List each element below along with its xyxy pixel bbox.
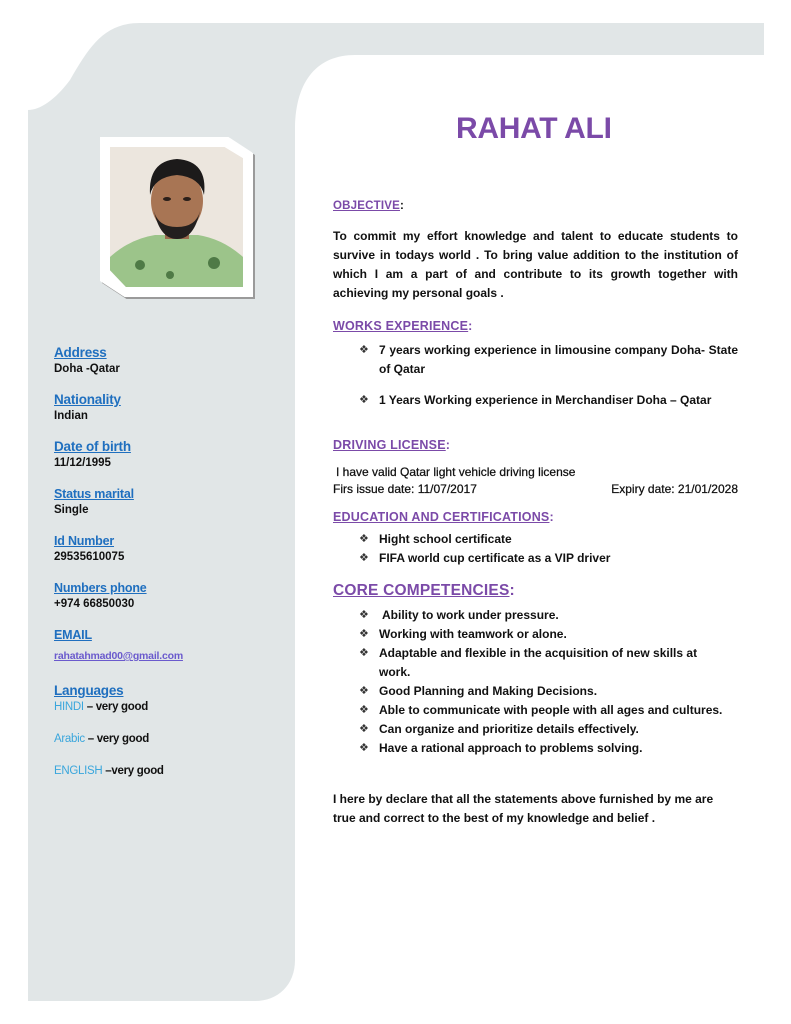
experience-list [333, 341, 738, 410]
heading-text: WORKS EXPERIENCE [333, 319, 469, 333]
diamond-bullet-icon: ❖ [359, 723, 369, 735]
address-label: Address [54, 345, 107, 360]
heading-text: OBJECTIVE [333, 200, 400, 212]
id-number-value: 29535610075 [54, 551, 125, 563]
nationality-label: Nationality [54, 392, 121, 407]
item-text: Ability to work under pressure. [382, 608, 559, 622]
expiry-date: Expiry date: 21/01/2028 [611, 482, 738, 496]
language-hindi [54, 700, 284, 715]
phone-block [54, 579, 284, 612]
declaration-text: I here by declare that all the statements above furnished by me are true and correct to the best of my knowledge and belief . [333, 792, 714, 825]
diamond-bullet-icon: ❖ [359, 628, 369, 640]
language-name: HINDI [54, 701, 84, 713]
heading-colon: : [509, 582, 515, 599]
diamond-bullet-icon: ❖ [359, 533, 369, 545]
list-item [359, 341, 738, 379]
diamond-bullet-icon: ❖ [359, 552, 369, 564]
experience-heading [333, 319, 738, 333]
dob-block [54, 438, 284, 471]
language-arabic [54, 732, 284, 747]
language-level: very good [111, 765, 164, 777]
diamond-bullet-icon: ❖ [359, 742, 369, 754]
email-block [54, 626, 284, 664]
heading-text: EDUCATION AND CERTIFICATIONS [333, 510, 550, 524]
language-name: Arabic [54, 733, 85, 745]
language-english [54, 764, 284, 779]
item-text: FIFA world cup certificate as a VIP driver [379, 551, 611, 565]
heading-colon: : [468, 319, 473, 333]
language-name: ENGLISH [54, 765, 103, 777]
dob-value: 11/12/1995 [54, 457, 111, 469]
language-sep: – [83, 701, 96, 713]
diamond-bullet-icon: ❖ [359, 647, 369, 659]
competencies-list [333, 606, 738, 758]
driving-text: I have valid Qatar light vehicle driving license [336, 465, 576, 479]
marital-value: Single [54, 504, 89, 516]
languages-block [54, 682, 284, 779]
education-heading [333, 510, 738, 524]
objective-text: To commit my effort knowledge and talent to educate students to survive in todays world . To bring value addition to the institution of which I am a part of and contribute to its growth together with achieving my personal goals . [333, 229, 738, 300]
language-level: very good [95, 701, 148, 713]
list-item [359, 530, 738, 549]
person-portrait-icon [110, 147, 243, 287]
sidebar-personal-info [54, 344, 284, 796]
id-number-label: Id Number [54, 534, 115, 548]
list-item [359, 644, 728, 682]
heading-text: DRIVING LICENSE [333, 438, 446, 452]
list-item [359, 720, 728, 739]
list-item [359, 391, 738, 410]
driving-heading [333, 438, 738, 452]
list-item [359, 701, 728, 720]
marital-block [54, 485, 284, 518]
languages-label: Languages [54, 683, 124, 698]
diamond-bullet-icon: ❖ [359, 394, 369, 406]
address-block [54, 344, 284, 377]
driving-dates [333, 481, 738, 498]
list-item [359, 682, 728, 701]
id-number-block [54, 532, 284, 565]
diamond-bullet-icon: ❖ [359, 704, 369, 716]
item-text: 7 years working experience in limousine company Doha- State of Qatar [379, 343, 738, 376]
profile-photo [100, 137, 253, 297]
item-text: Hight school certificate [379, 532, 512, 546]
photo-image [110, 147, 243, 287]
objective-heading [333, 200, 738, 212]
nationality-block [54, 391, 284, 424]
diamond-bullet-icon: ❖ [359, 344, 369, 356]
language-sep: – [102, 765, 112, 777]
issue-date: Firs issue date: 11/07/2017 [333, 482, 477, 496]
nationality-value: Indian [54, 410, 88, 422]
item-text: Good Planning and Making Decisions. [379, 684, 598, 698]
email-link[interactable]: rahatahmad00@gmail.com [54, 650, 183, 662]
item-text: Can organize and prioritize details effectively. [379, 722, 639, 736]
list-item [359, 739, 728, 758]
email-label: EMAIL [54, 628, 92, 642]
heading-colon: : [399, 200, 405, 212]
candidate-name: RAHAT ALI [456, 112, 612, 145]
list-item [359, 549, 738, 568]
phone-value: +974 66850030 [54, 598, 135, 610]
list-item [359, 606, 728, 625]
address-value: Doha -Qatar [54, 363, 120, 375]
language-sep: – [84, 733, 97, 745]
item-text: Adaptable and flexible in the acquisition of new skills at work. [379, 646, 698, 679]
item-text: Working with teamwork or alone. [379, 627, 567, 641]
list-item [359, 625, 728, 644]
item-text: Able to communicate with people with all ages and cultures. [379, 703, 723, 717]
item-text: Have a rational approach to problems solving. [379, 741, 643, 755]
main-content [333, 200, 738, 828]
dob-label: Date of birth [54, 439, 131, 454]
phone-label: Numbers phone [54, 581, 147, 595]
diamond-bullet-icon: ❖ [359, 685, 369, 697]
heading-colon: : [445, 438, 451, 452]
heading-colon: : [549, 510, 554, 524]
marital-label: Status marital [54, 487, 134, 501]
competencies-heading [333, 582, 738, 600]
heading-text: CORE COMPETENCIES [333, 582, 510, 599]
diamond-bullet-icon: ❖ [359, 609, 369, 621]
item-text: 1 Years Working experience in Merchandiser Doha – Qatar [379, 393, 712, 407]
language-level: very good [96, 733, 149, 745]
education-list [333, 530, 738, 568]
